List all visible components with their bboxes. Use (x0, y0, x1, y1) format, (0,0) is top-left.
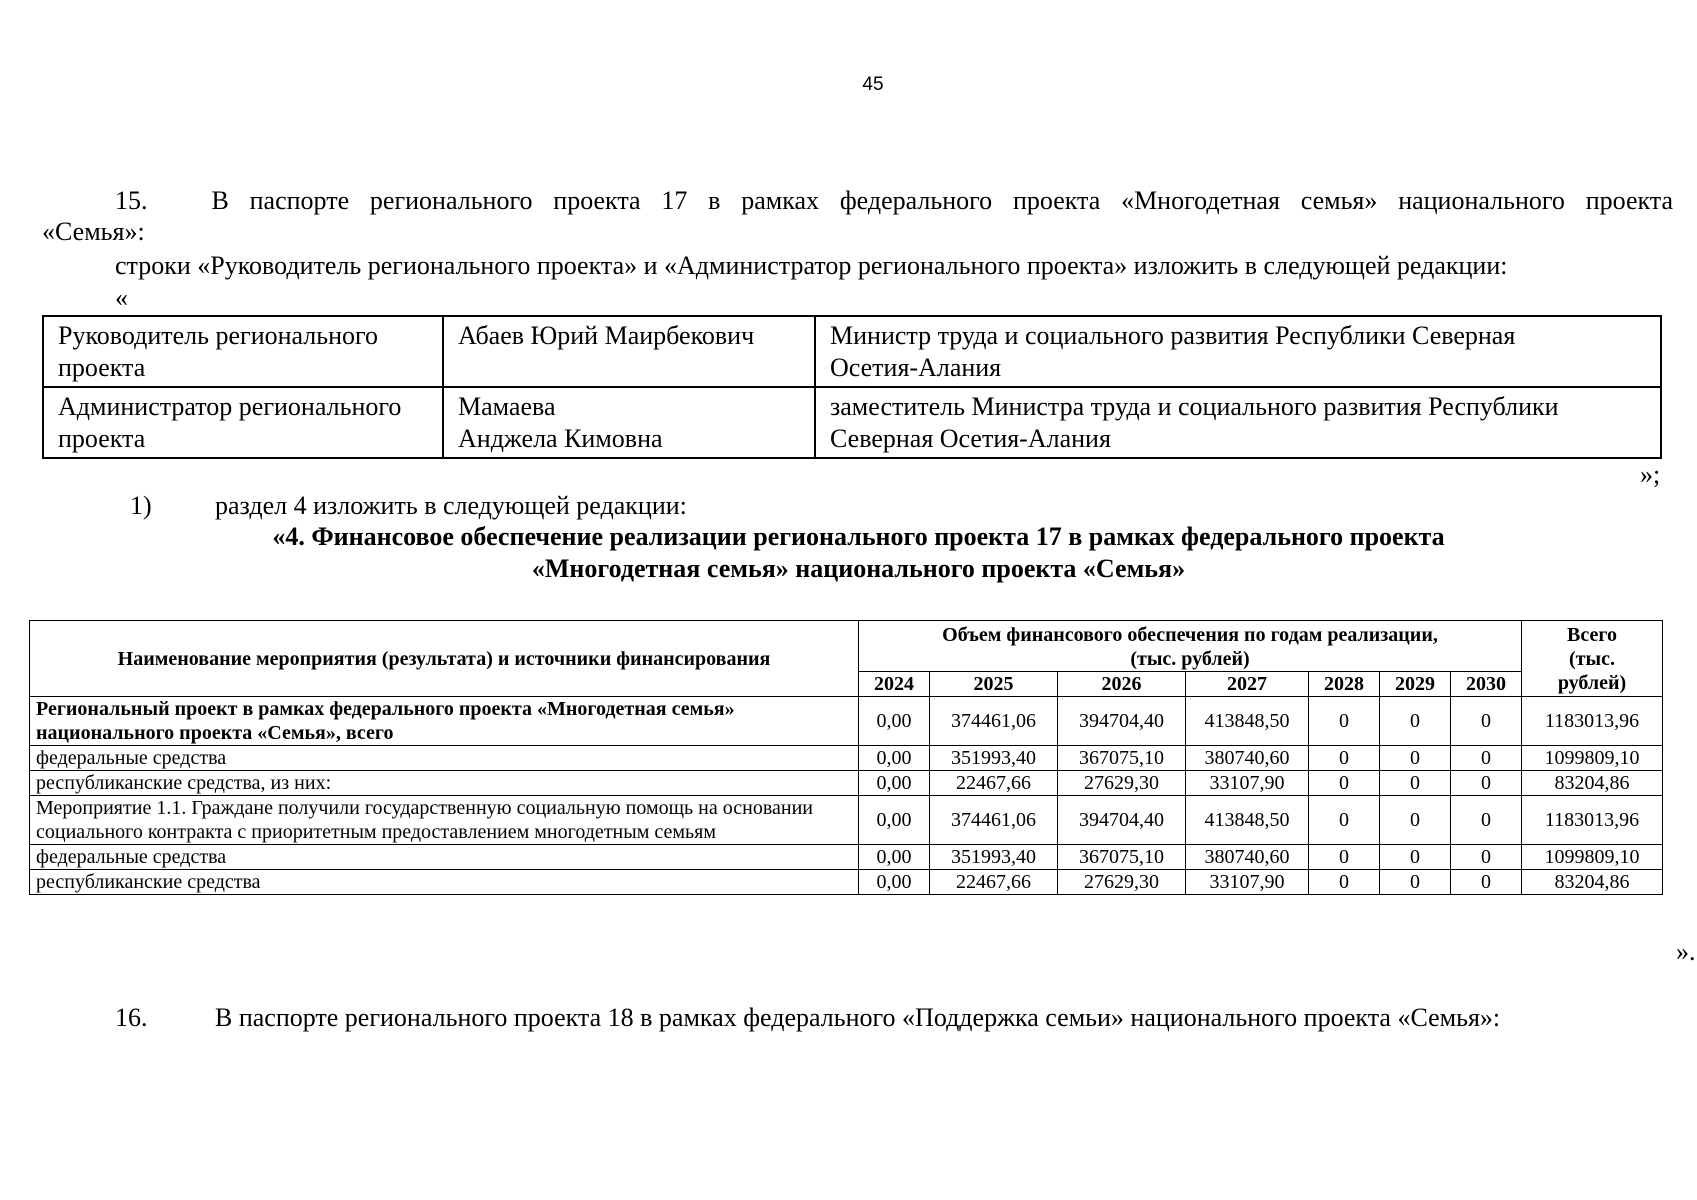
value-cell: 0 (1309, 771, 1380, 796)
row-name: Региональный проект в рамках федерального проекта «Многодетная семья» национального проекта «Семья», всего (30, 697, 859, 746)
item15-instruction: строки «Руководитель регионального проекта» и «Администратор регионального проекта» изложить в следующей редакции: (115, 251, 1508, 280)
total-cell: 1183013,96 (1522, 697, 1663, 746)
value-cell: 0 (1309, 845, 1380, 870)
value-cell: 0 (1451, 796, 1522, 845)
value-cell: 0 (1451, 697, 1522, 746)
row-name: республиканские средства, из них: (30, 771, 859, 796)
table-row (30, 746, 1663, 771)
value-cell: 0 (1380, 845, 1451, 870)
value-cell: 0 (1451, 870, 1522, 895)
total-cell: 1099809,10 (1522, 746, 1663, 771)
value-cell: 351993,40 (930, 746, 1058, 771)
value-cell: 0 (1380, 697, 1451, 746)
value-cell: 0,00 (859, 870, 930, 895)
year-header: 2029 (1380, 672, 1451, 697)
year-header: 2026 (1058, 672, 1186, 697)
open-quote: « (115, 283, 128, 312)
value-cell: 0 (1309, 870, 1380, 895)
value-cell: 413848,50 (1186, 796, 1309, 845)
table-row (30, 697, 1663, 746)
role-cell: Руководитель регионального проекта (43, 316, 443, 387)
item16-number: 16. (115, 1003, 148, 1032)
table-close-quote: ». (1676, 937, 1696, 966)
value-cell: 27629,30 (1058, 870, 1186, 895)
total-cell: 1099809,10 (1522, 845, 1663, 870)
value-cell: 0 (1309, 697, 1380, 746)
table-row (43, 316, 1661, 387)
item15-number: 15. (115, 186, 148, 215)
value-cell: 0 (1380, 796, 1451, 845)
item16-text: В паспорте регионального проекта 18 в рамках федерального «Поддержка семьи» национального проекта «Семья»: (215, 1003, 1501, 1032)
year-header: 2025 (930, 672, 1058, 697)
value-cell: 380740,60 (1186, 845, 1309, 870)
value-cell: 0 (1380, 870, 1451, 895)
value-cell: 22467,66 (930, 771, 1058, 796)
value-cell: 22467,66 (930, 870, 1058, 895)
position-cell: заместитель Министра труда и социального развития Республики Северная Осетия-Алания (815, 387, 1661, 458)
table-row (30, 845, 1663, 870)
value-cell: 0 (1451, 771, 1522, 796)
table-row (30, 771, 1663, 796)
name-cell: Абаев Юрий Маирбекович (443, 316, 815, 387)
value-cell: 0 (1380, 746, 1451, 771)
total-cell: 83204,86 (1522, 771, 1663, 796)
year-header: 2030 (1451, 672, 1522, 697)
row-name: федеральные средства (30, 845, 859, 870)
value-cell: 374461,06 (930, 697, 1058, 746)
col-total-header: Всего (тыс. рублей) (1522, 621, 1663, 697)
row-name: Мероприятие 1.1. Граждане получили государственную социальную помощь на основании социального контракта с приоритетным предоставлением многодетным семьям (30, 796, 859, 845)
section-title-line2: «Многодетная семья» национального проекта «Семья» (531, 554, 1186, 583)
position-cell: Министр труда и социального развития Республики Северная Осетия-Алания (815, 316, 1661, 387)
value-cell: 0 (1309, 796, 1380, 845)
value-cell: 0,00 (859, 771, 930, 796)
value-cell: 394704,40 (1058, 796, 1186, 845)
col-name-header: Наименование мероприятия (результата) и источники финансирования (30, 621, 859, 697)
value-cell: 33107,90 (1186, 771, 1309, 796)
section-title-line1: «4. Финансовое обеспечение реализации регионального проекта 17 в рамках федерального проекта (272, 522, 1445, 551)
officials-table (42, 315, 1662, 459)
table-row (43, 387, 1661, 458)
value-cell: 0,00 (859, 746, 930, 771)
value-cell: 351993,40 (930, 845, 1058, 870)
sub1-text: раздел 4 изложить в следующей редакции: (215, 491, 687, 520)
item15-text-line2: «Семья»: (42, 217, 145, 246)
close-quote: »; (1640, 460, 1661, 489)
value-cell: 0 (1380, 771, 1451, 796)
value-cell: 0 (1451, 746, 1522, 771)
value-cell: 0 (1451, 845, 1522, 870)
value-cell: 413848,50 (1186, 697, 1309, 746)
sub1-number: 1) (130, 491, 152, 520)
name-cell: Мамаева Анджела Кимовна (443, 387, 815, 458)
role-cell: Администратор регионального проекта (43, 387, 443, 458)
page-number: 45 (862, 74, 884, 95)
col-volume-header: Объем финансового обеспечения по годам реализации, (тыс. рублей) (859, 621, 1522, 672)
row-name: республиканские средства (30, 870, 859, 895)
item15-line1 (115, 186, 1673, 216)
table-row (30, 796, 1663, 845)
finance-table (29, 620, 1663, 895)
value-cell: 0 (1309, 746, 1380, 771)
value-cell: 0,00 (859, 796, 930, 845)
value-cell: 394704,40 (1058, 697, 1186, 746)
value-cell: 27629,30 (1058, 771, 1186, 796)
row-name: федеральные средства (30, 746, 859, 771)
table-row (30, 870, 1663, 895)
value-cell: 380740,60 (1186, 746, 1309, 771)
value-cell: 0,00 (859, 845, 930, 870)
value-cell: 0,00 (859, 697, 930, 746)
value-cell: 367075,10 (1058, 746, 1186, 771)
total-cell: 1183013,96 (1522, 796, 1663, 845)
total-cell: 83204,86 (1522, 870, 1663, 895)
year-header: 2028 (1309, 672, 1380, 697)
item15-text-line1: В паспорте регионального проекта 17 в рамках федерального проекта «Многодетная семья» национального проекта (211, 186, 1673, 215)
year-header: 2024 (859, 672, 930, 697)
value-cell: 33107,90 (1186, 870, 1309, 895)
table-header-row (30, 621, 1663, 672)
year-header: 2027 (1186, 672, 1309, 697)
value-cell: 367075,10 (1058, 845, 1186, 870)
value-cell: 374461,06 (930, 796, 1058, 845)
